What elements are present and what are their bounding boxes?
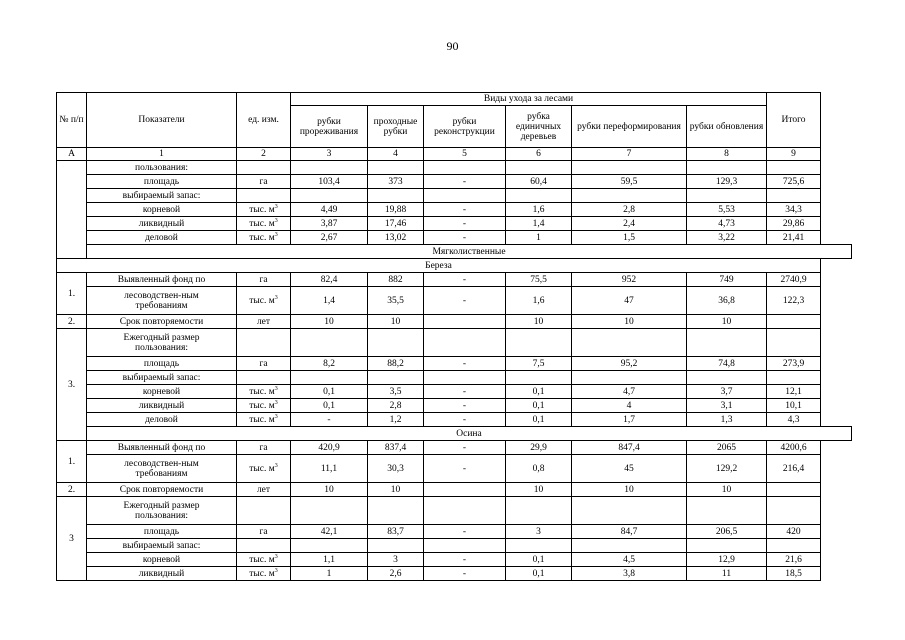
value-cell: 59,5 xyxy=(572,175,687,189)
value-cell: 8,2 xyxy=(291,357,368,371)
empty-cell xyxy=(237,497,291,525)
indicator-label: Выявленный фонд по xyxy=(87,441,237,455)
value-cell: 95,2 xyxy=(572,357,687,371)
value-cell: 2,8 xyxy=(368,399,424,413)
col-num: 1 xyxy=(87,148,237,161)
no-cell: 1. xyxy=(57,273,87,315)
value-cell: - xyxy=(424,553,506,567)
table-row xyxy=(57,357,852,371)
value-cell: 10 xyxy=(506,315,572,329)
value-cell: - xyxy=(424,203,506,217)
empty-cell xyxy=(368,329,424,357)
empty-cell xyxy=(767,371,821,385)
value-cell: - xyxy=(424,217,506,231)
value-cell: 1 xyxy=(291,567,368,581)
value-cell: 1 xyxy=(506,231,572,245)
value-cell xyxy=(424,315,506,329)
value-cell: 2,4 xyxy=(572,217,687,231)
empty-cell xyxy=(572,161,687,175)
value-cell: 30,3 xyxy=(368,455,424,483)
value-cell: 3,87 xyxy=(291,217,368,231)
value-cell: 273,9 xyxy=(767,357,821,371)
table-row xyxy=(57,315,852,329)
empty-cell xyxy=(572,329,687,357)
indicator-label: площадь xyxy=(87,175,237,189)
table-row xyxy=(57,287,852,315)
indicator-label: ликвидный xyxy=(87,567,237,581)
empty-cell xyxy=(687,189,767,203)
value-cell: 7,5 xyxy=(506,357,572,371)
unit-cell: га xyxy=(237,175,291,189)
value-cell: 75,5 xyxy=(506,273,572,287)
value-cell: 10 xyxy=(687,483,767,497)
value-cell: 373 xyxy=(368,175,424,189)
section-row xyxy=(57,259,852,273)
value-cell: 0,1 xyxy=(506,413,572,427)
value-cell: - xyxy=(424,357,506,371)
col-num: 9 xyxy=(767,148,821,161)
column-numbers-row xyxy=(57,148,852,161)
value-cell: 10 xyxy=(368,315,424,329)
value-cell: 0,1 xyxy=(506,399,572,413)
no-cell: 1. xyxy=(57,441,87,483)
value-cell: 4,7 xyxy=(572,385,687,399)
value-cell: 36,8 xyxy=(687,287,767,315)
indicator-label: выбираемый запас: xyxy=(87,189,237,203)
value-cell: 206,5 xyxy=(687,525,767,539)
value-cell: 0,8 xyxy=(506,455,572,483)
table-row xyxy=(57,217,852,231)
indicator-label: площадь xyxy=(87,525,237,539)
table-row xyxy=(57,483,852,497)
indicator-label: пользования: xyxy=(87,161,237,175)
indicator-label: Выявленный фонд по xyxy=(87,273,237,287)
value-cell: - xyxy=(424,567,506,581)
empty-cell xyxy=(368,539,424,553)
col-num: 8 xyxy=(687,148,767,161)
table-row xyxy=(57,539,852,553)
value-cell: 420 xyxy=(767,525,821,539)
table-row xyxy=(57,553,852,567)
value-cell: 1,1 xyxy=(291,553,368,567)
value-cell: 1,2 xyxy=(368,413,424,427)
value-cell: 0,1 xyxy=(291,385,368,399)
value-cell: 17,46 xyxy=(368,217,424,231)
value-cell: 1,7 xyxy=(572,413,687,427)
empty-cell xyxy=(572,497,687,525)
value-cell: 749 xyxy=(687,273,767,287)
table-row xyxy=(57,371,852,385)
empty-cell xyxy=(767,189,821,203)
value-cell: 0,1 xyxy=(506,567,572,581)
empty-cell xyxy=(687,497,767,525)
header-total: Итого xyxy=(767,93,821,148)
table-row xyxy=(57,525,852,539)
unit-cell: тыс. $м^3$ xyxy=(237,413,291,427)
indicator-label: Ежегодный размер пользования: xyxy=(87,329,237,357)
value-cell: 18,5 xyxy=(767,567,821,581)
value-cell: 103,4 xyxy=(291,175,368,189)
value-cell: 11,1 xyxy=(291,455,368,483)
empty-cell xyxy=(237,371,291,385)
empty-cell xyxy=(687,371,767,385)
value-cell: 10,1 xyxy=(767,399,821,413)
value-cell: 3,7 xyxy=(687,385,767,399)
empty-cell xyxy=(424,329,506,357)
table-row xyxy=(57,329,852,357)
value-cell: 882 xyxy=(368,273,424,287)
empty-cell xyxy=(368,189,424,203)
empty-cell xyxy=(237,539,291,553)
value-cell: 2,8 xyxy=(572,203,687,217)
empty-cell xyxy=(506,329,572,357)
table-row xyxy=(57,497,852,525)
empty-cell xyxy=(767,539,821,553)
value-cell: 5,53 xyxy=(687,203,767,217)
empty-cell xyxy=(506,161,572,175)
empty-cell xyxy=(687,329,767,357)
table-row xyxy=(57,413,852,427)
value-cell: 3,1 xyxy=(687,399,767,413)
value-cell: - xyxy=(424,231,506,245)
value-cell: 1,6 xyxy=(506,203,572,217)
value-cell: 1,4 xyxy=(291,287,368,315)
value-cell: 122,3 xyxy=(767,287,821,315)
value-cell: 19,88 xyxy=(368,203,424,217)
value-cell: 11 xyxy=(687,567,767,581)
empty-cell xyxy=(237,189,291,203)
empty-cell xyxy=(687,539,767,553)
value-cell: 3 xyxy=(506,525,572,539)
value-cell: 4 xyxy=(572,399,687,413)
header-unit: ед. изм. xyxy=(237,93,291,148)
header-no: № п/п xyxy=(57,93,87,148)
empty-cell xyxy=(506,189,572,203)
value-cell: 129,3 xyxy=(687,175,767,189)
indicator-label: Срок повторяемости xyxy=(87,315,237,329)
value-cell: 29,86 xyxy=(767,217,821,231)
value-cell: 60,4 xyxy=(506,175,572,189)
empty-cell xyxy=(424,539,506,553)
unit-cell: тыс. $м^3$ xyxy=(237,217,291,231)
value-cell: 84,7 xyxy=(572,525,687,539)
empty-cell xyxy=(291,161,368,175)
empty-cell xyxy=(237,329,291,357)
empty-cell xyxy=(291,189,368,203)
unit-cell: тыс. $м^3$ xyxy=(237,287,291,315)
empty-cell xyxy=(424,371,506,385)
section-title: Мягколиственные xyxy=(87,245,852,259)
header-type: проходные рубки xyxy=(368,106,424,148)
value-cell: - xyxy=(424,287,506,315)
value-cell: 34,3 xyxy=(767,203,821,217)
indicator-label: деловой xyxy=(87,413,237,427)
table-row xyxy=(57,567,852,581)
value-cell: 1,6 xyxy=(506,287,572,315)
header-type: рубки реконструкции xyxy=(424,106,506,148)
empty-cell xyxy=(368,371,424,385)
unit-cell: тыс. $м^3$ xyxy=(237,399,291,413)
empty-cell xyxy=(291,497,368,525)
unit-cell: тыс. $м^3$ xyxy=(237,231,291,245)
unit-cell: тыс. $м^3$ xyxy=(237,567,291,581)
value-cell: 45 xyxy=(572,455,687,483)
forest-care-table xyxy=(56,92,852,581)
value-cell: - xyxy=(424,413,506,427)
empty-cell xyxy=(368,161,424,175)
table-row xyxy=(57,203,852,217)
value-cell: 0,1 xyxy=(506,385,572,399)
empty-cell xyxy=(687,161,767,175)
empty-cell xyxy=(291,329,368,357)
unit-cell: тыс. $м^3$ xyxy=(237,553,291,567)
value-cell: 216,4 xyxy=(767,455,821,483)
section-row xyxy=(57,427,852,441)
col-num: 4 xyxy=(368,148,424,161)
value-cell: - xyxy=(424,175,506,189)
value-cell: - xyxy=(424,273,506,287)
value-cell xyxy=(767,483,821,497)
col-num: 3 xyxy=(291,148,368,161)
value-cell: 12,9 xyxy=(687,553,767,567)
table-row xyxy=(57,399,852,413)
value-cell: 29,9 xyxy=(506,441,572,455)
value-cell: 952 xyxy=(572,273,687,287)
indicator-label: Срок повторяемости xyxy=(87,483,237,497)
species-title: Осина xyxy=(87,427,852,441)
table-row xyxy=(57,455,852,483)
header-type: рубки прореживания xyxy=(291,106,368,148)
indicator-label: Ежегодный размер пользования: xyxy=(87,497,237,525)
value-cell: 1,5 xyxy=(572,231,687,245)
value-cell: 3,5 xyxy=(368,385,424,399)
unit-cell: га xyxy=(237,441,291,455)
value-cell: 10 xyxy=(572,483,687,497)
no-cell: 2. xyxy=(57,483,87,497)
value-cell: 837,4 xyxy=(368,441,424,455)
empty-cell xyxy=(767,329,821,357)
unit-cell: тыс. $м^3$ xyxy=(237,203,291,217)
value-cell: - xyxy=(291,413,368,427)
value-cell: 4,49 xyxy=(291,203,368,217)
value-cell: 1,3 xyxy=(687,413,767,427)
empty-cell xyxy=(572,539,687,553)
value-cell: - xyxy=(424,441,506,455)
value-cell: 4,5 xyxy=(572,553,687,567)
empty-cell xyxy=(506,539,572,553)
empty-cell xyxy=(368,497,424,525)
value-cell: 35,5 xyxy=(368,287,424,315)
value-cell: 13,02 xyxy=(368,231,424,245)
indicator-label: площадь xyxy=(87,357,237,371)
empty-cell xyxy=(291,539,368,553)
unit-cell: лет xyxy=(237,315,291,329)
value-cell: 420,9 xyxy=(291,441,368,455)
table-body xyxy=(57,161,852,581)
empty-cell xyxy=(237,161,291,175)
indicator-label: выбираемый запас: xyxy=(87,539,237,553)
value-cell: 847,4 xyxy=(572,441,687,455)
value-cell: 10 xyxy=(291,483,368,497)
species-title: Береза xyxy=(57,259,821,273)
col-num: 6 xyxy=(506,148,572,161)
value-cell: 725,6 xyxy=(767,175,821,189)
value-cell: 10 xyxy=(572,315,687,329)
value-cell: 10 xyxy=(687,315,767,329)
table-row xyxy=(57,161,852,175)
table-row xyxy=(57,273,852,287)
empty-cell xyxy=(767,497,821,525)
col-num: А xyxy=(57,148,87,161)
table-row xyxy=(57,441,852,455)
value-cell: - xyxy=(424,385,506,399)
col-num: 5 xyxy=(424,148,506,161)
value-cell: - xyxy=(424,399,506,413)
indicator-label: лесоводствен-ным требованиям xyxy=(87,287,237,315)
value-cell: 129,2 xyxy=(687,455,767,483)
col-num: 2 xyxy=(237,148,291,161)
no-cell: 3 xyxy=(57,497,87,581)
empty-cell xyxy=(424,497,506,525)
table-row xyxy=(57,175,852,189)
value-cell: 2,6 xyxy=(368,567,424,581)
empty-cell xyxy=(424,189,506,203)
value-cell: 10 xyxy=(291,315,368,329)
indicator-label: ликвидный xyxy=(87,399,237,413)
empty-cell xyxy=(424,161,506,175)
value-cell: 0,1 xyxy=(291,399,368,413)
empty-cell xyxy=(572,371,687,385)
header-care-types: Виды ухода за лесами xyxy=(291,93,767,106)
value-cell: 47 xyxy=(572,287,687,315)
empty-cell xyxy=(506,497,572,525)
value-cell xyxy=(424,483,506,497)
header-indicators: Показатели xyxy=(87,93,237,148)
value-cell: 21,41 xyxy=(767,231,821,245)
indicator-label: лесоводствен-ным требованиям xyxy=(87,455,237,483)
value-cell: 4200,6 xyxy=(767,441,821,455)
value-cell: 4,3 xyxy=(767,413,821,427)
no-cell xyxy=(57,161,87,259)
unit-cell: га xyxy=(237,273,291,287)
empty-cell xyxy=(572,189,687,203)
value-cell: 10 xyxy=(368,483,424,497)
table-row xyxy=(57,231,852,245)
value-cell: - xyxy=(424,455,506,483)
value-cell: 3,8 xyxy=(572,567,687,581)
indicator-label: деловой xyxy=(87,231,237,245)
value-cell: 74,8 xyxy=(687,357,767,371)
indicator-label: корневой xyxy=(87,553,237,567)
page-number: 90 xyxy=(446,39,459,53)
unit-cell: тыс. $м^3$ xyxy=(237,385,291,399)
value-cell: 2740,9 xyxy=(767,273,821,287)
unit-cell: лет xyxy=(237,483,291,497)
value-cell: 3 xyxy=(368,553,424,567)
value-cell: 42,1 xyxy=(291,525,368,539)
value-cell: 2,67 xyxy=(291,231,368,245)
section-row xyxy=(57,245,852,259)
value-cell: 12,1 xyxy=(767,385,821,399)
no-cell: 3. xyxy=(57,329,87,441)
empty-cell xyxy=(767,161,821,175)
empty-cell xyxy=(506,371,572,385)
unit-cell: тыс. $м^3$ xyxy=(237,455,291,483)
value-cell: 3,22 xyxy=(687,231,767,245)
value-cell: 83,7 xyxy=(368,525,424,539)
indicator-label: выбираемый запас: xyxy=(87,371,237,385)
unit-cell: га xyxy=(237,525,291,539)
unit-cell: га xyxy=(237,357,291,371)
value-cell: - xyxy=(424,525,506,539)
value-cell: 10 xyxy=(506,483,572,497)
header-type: рубки обновления xyxy=(687,106,767,148)
indicator-label: корневой xyxy=(87,203,237,217)
value-cell: 2065 xyxy=(687,441,767,455)
no-cell: 2. xyxy=(57,315,87,329)
table-row xyxy=(57,385,852,399)
value-cell: 1,4 xyxy=(506,217,572,231)
col-num: 7 xyxy=(572,148,687,161)
value-cell: 88,2 xyxy=(368,357,424,371)
value-cell: 21,6 xyxy=(767,553,821,567)
value-cell xyxy=(767,315,821,329)
value-cell: 82,4 xyxy=(291,273,368,287)
table-header xyxy=(57,93,852,161)
empty-cell xyxy=(291,371,368,385)
value-cell: 0,1 xyxy=(506,553,572,567)
header-type: рубка единичных деревьев xyxy=(506,106,572,148)
value-cell: 4,73 xyxy=(687,217,767,231)
indicator-label: ликвидный xyxy=(87,217,237,231)
header-type: рубки переформирования xyxy=(572,106,687,148)
indicator-label: корневой xyxy=(87,385,237,399)
table-row xyxy=(57,189,852,203)
